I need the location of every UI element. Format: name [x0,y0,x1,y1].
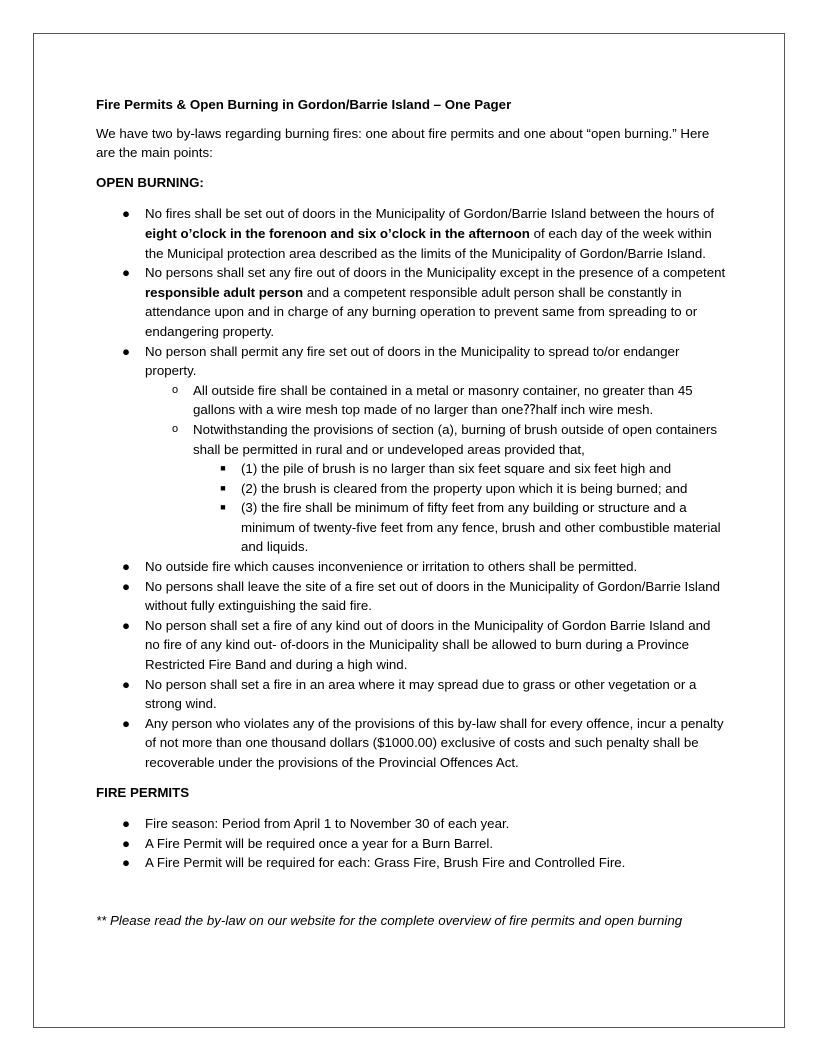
sub-sub-list [193,459,726,557]
list-item: ● Any person who violates any of the provisions of this by-law shall for every offence, incur a penalty of not more than one thousand dollars ($1000.00) exclusive of costs and such penalty shall be recoverable under the provisions of the Provincial Offences Act. [121,715,724,770]
bullet-icon: ● [121,855,131,871]
sub-list [145,381,726,557]
intro-paragraph: We have two by-laws regarding burning fires: one about fire permits and one about “open burning.” Here are the main points: [96,125,710,161]
bullet-icon: ● [121,835,131,851]
bullet-icon: ● [121,578,131,594]
fire-permits-list [96,814,726,873]
footer-note: ** Please read the by-law on our website for the complete overview of fire permits and open burning [96,912,683,928]
square-bullet-icon: ■ [220,482,226,493]
sub-sub-list-item: ■ (2) the brush is cleared from the property upon which it is being burned; and [193,479,726,499]
list-item: ● No persons shall leave the site of a fire set out of doors in the Municipality of Gordon/Barrie Island without fully extinguishing the said fire. [121,578,721,614]
square-bullet-icon: ■ [220,502,226,513]
square-bullet-icon: ■ [220,463,226,474]
bullet-icon: ● [121,559,131,575]
sub-sub-list-item: ■ (1) the pile of brush is no larger than six feet square and six feet high and [193,459,726,479]
list-item: ● No fires shall be set out of doors in the Municipality of Gordon/Barrie Island between the hours of eight o’clock in the forenoon and six o’clock in the afternoon of each day of the week within the Municipal protection area described as the limits of the Municipality of Gordon/Barrie Island. [121,206,715,261]
list-item: ● Fire season: Period from April 1 to November 30 of each year. [96,814,726,834]
hollow-bullet-icon: o [171,422,179,435]
list-item: ● No outside fire which causes inconvenience or irritation to others shall be permitted. [96,557,726,577]
list-item: ● No person shall set a fire in an area where it may spread due to grass or other vegetation or a strong wind. [121,676,697,712]
list-item: ● A Fire Permit will be required for each: Grass Fire, Brush Fire and Controlled Fire. [96,853,726,873]
open-burning-list [96,204,726,772]
bullet-icon: ● [121,265,131,281]
sub-list-item: o Notwithstanding the provisions of section (a), burning of brush outside of open containers shall be permitted in rural and or undeveloped areas provided that, ■ (1) the pile of brush is no larger than six feet square and six feet high and ■ (2) the brush is cleared from the property upon which it is being burned; and ■ (3) the fire shall be minimum of fifty feet from any building or structure and a minimum of twenty-five feet from any fence, brush and other combustible material and liquids. [145,420,726,557]
bullet-icon: ● [121,715,131,731]
bullet-icon: ● [121,676,131,692]
bullet-icon: ● [121,816,131,832]
document-title: Fire Permits & Open Burning in Gordon/Barrie Island – One Pager [96,97,512,112]
list-item: ● No persons shall set any fire out of doors in the Municipality except in the presence of a competent responsible adult person and a competent responsible adult person shall be constantly in attendance upon and in charge of any burning operation to prevent same from spreading to or endangering property. [121,265,726,339]
bullet-icon: ● [121,343,131,359]
list-item: ● No person shall set a fire of any kind out of doors in the Municipality of Gordon Barrie Island and no fire of any kind out- of-doors in the Municipality shall be allowed to burn during a Province Restricted Fire Band and during a high wind. [121,617,711,673]
fire-permits-heading: FIRE PERMITS [96,784,190,800]
list-item: ● A Fire Permit will be required once a year for a Burn Barrel. [96,834,726,854]
open-burning-heading: OPEN BURNING: [96,174,204,190]
document-body [96,95,726,944]
hollow-bullet-icon: o [171,383,179,396]
sub-sub-list-item: ■ (3) the fire shall be minimum of fifty feet from any building or structure and a minimum of twenty-five feet from any fence, brush and other combustible material and liquids. [193,498,726,557]
bullet-icon: ● [121,617,131,633]
bullet-icon: ● [121,206,131,222]
list-item: ● No person shall permit any fire set out of doors in the Municipality to spread to/or endanger property. o All outside fire shall be contained in a metal or masonry container, no greater than 45 gallons with a wire mesh top made of no larger than one⁇half inch wire mesh. o Notwithstanding the provisions of section (a), burning of brush outside of open containers shall be permitted in rural and or undeveloped areas provided that, ■ (1) the pile of brush is no larger than six feet square and six feet high and ■ (2) the brush is cleared from the property upon which it is being burned; and ■ (3) the fire shall be minimum of fifty feet from any building or structure and a minimum of twenty-five feet from any fence, brush and other combustible material and liquids. [96,342,726,558]
sub-list-item: o All outside fire shall be contained in a metal or masonry container, no greater than 45 gallons with a wire mesh top made of no larger than one⁇half inch wire mesh. [145,381,726,420]
